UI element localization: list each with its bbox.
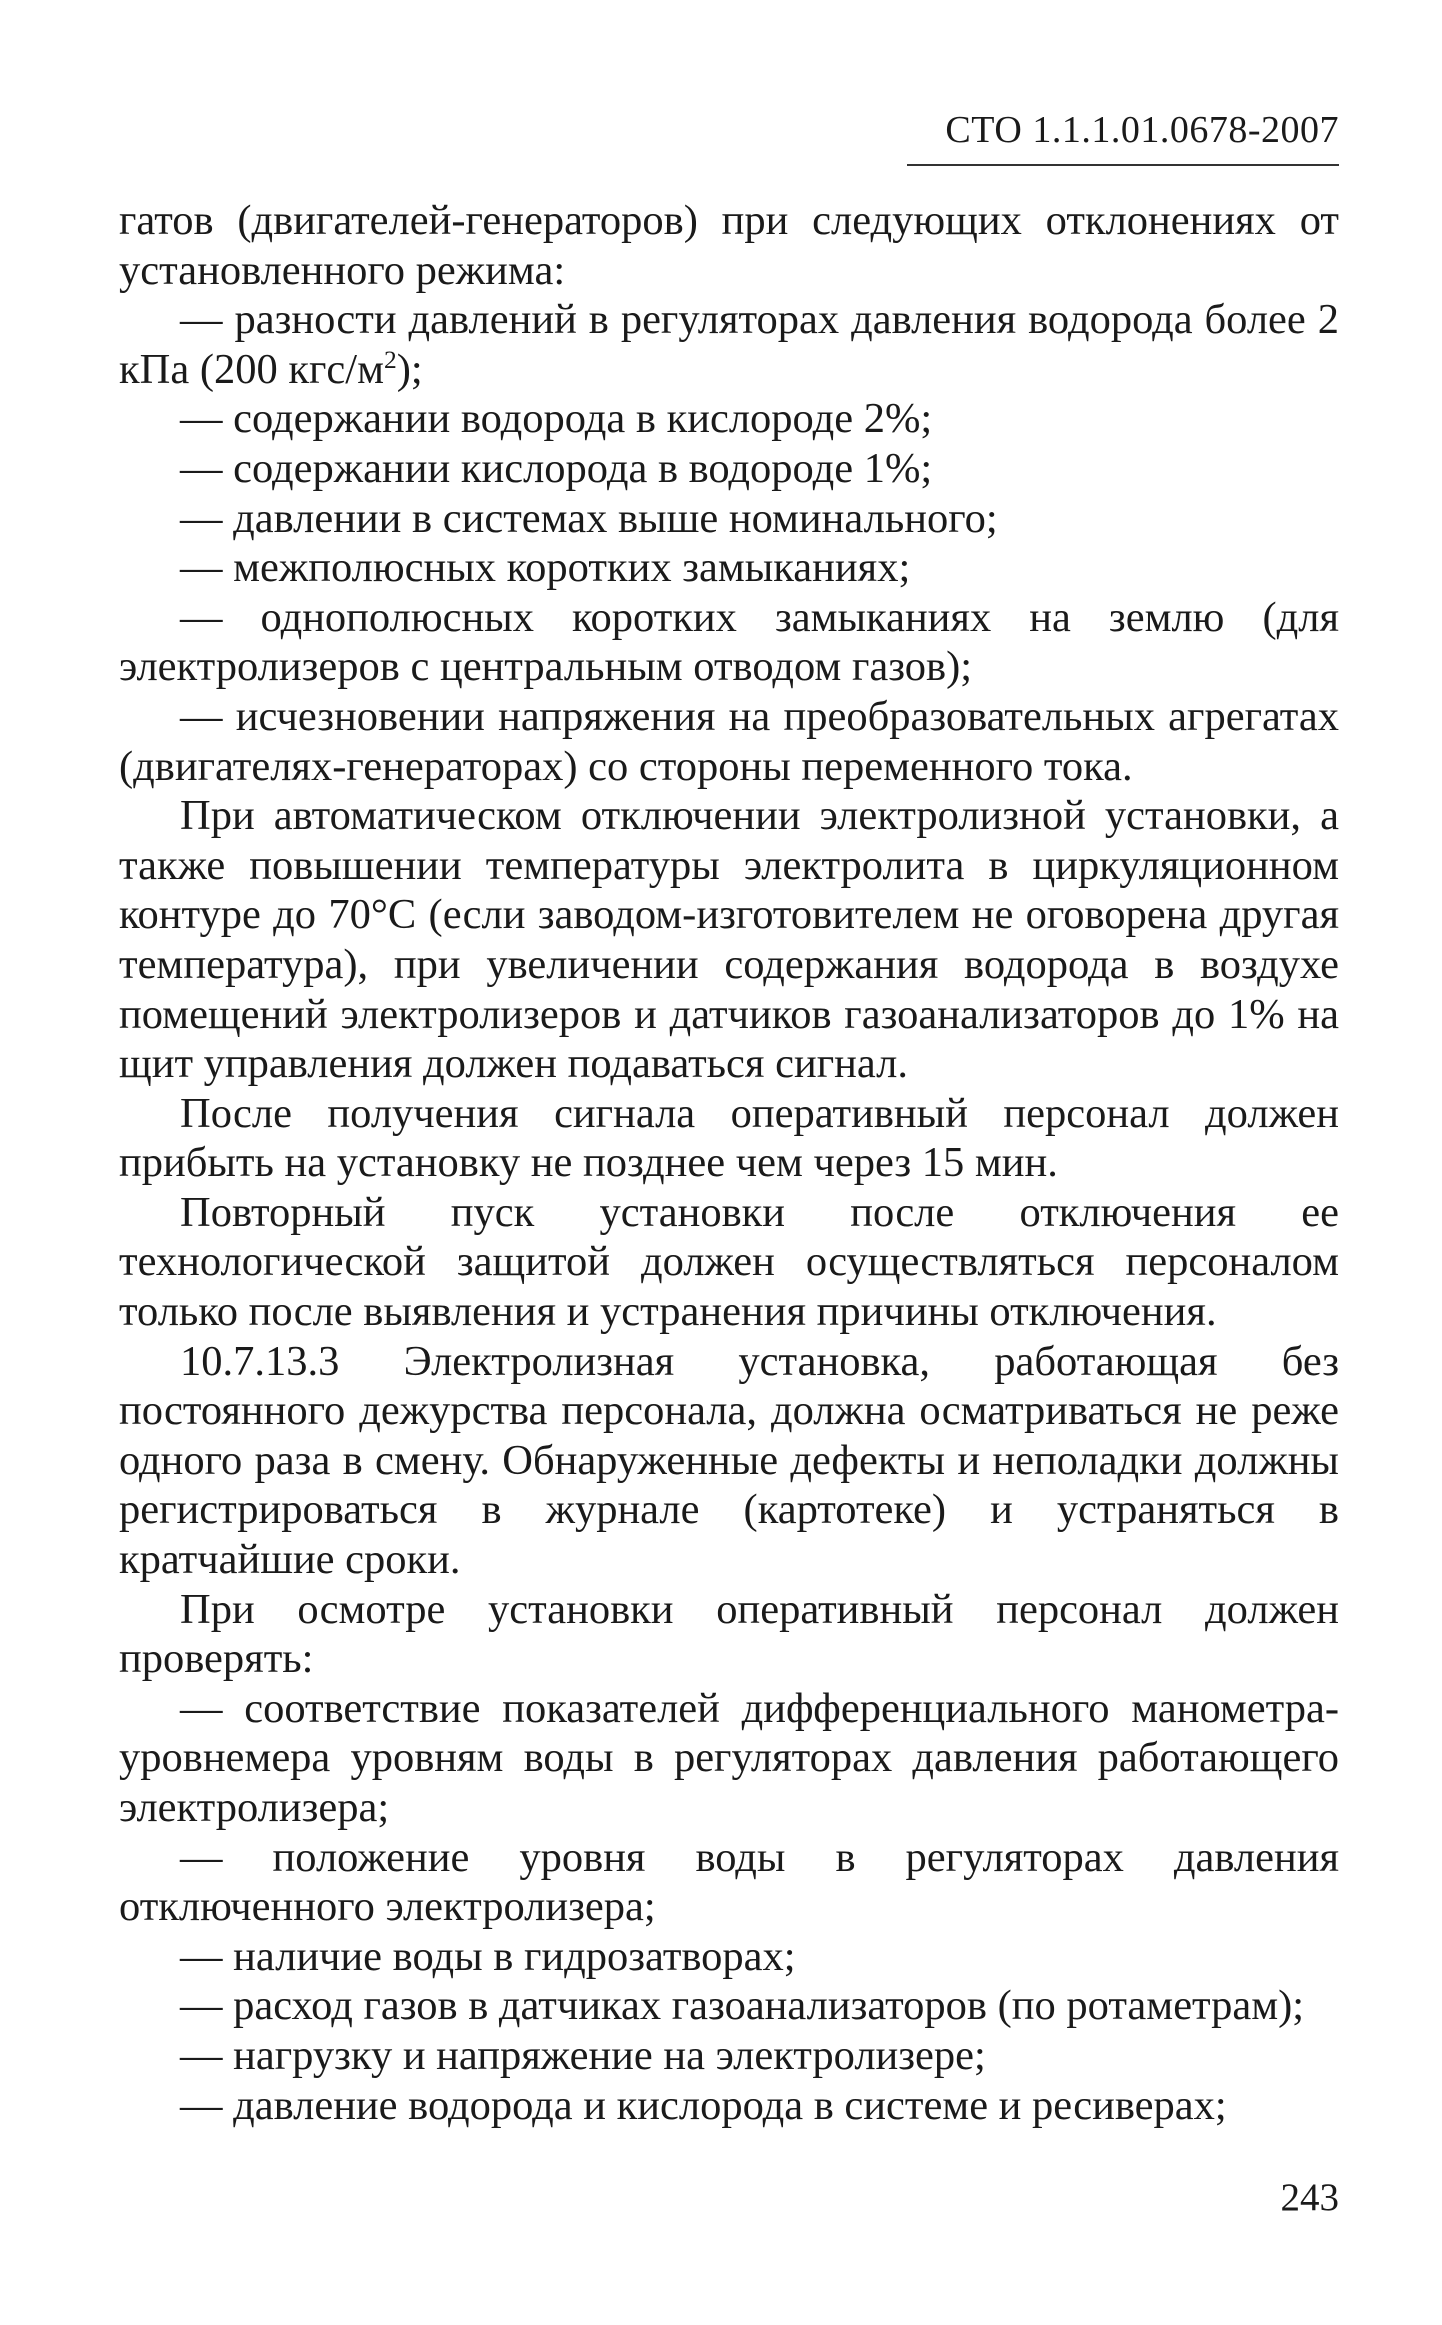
paragraph: гатов (двигателей-генераторов) при следующих отклонениях от установленного режима: bbox=[119, 197, 1339, 294]
list-item: — соответствие показателей дифференциального манометра-уровнемера уровням воды в регуляторах давления работающего электролизера; bbox=[119, 1684, 1339, 1831]
section-paragraph: 10.7.13.3 Электролизная установка, работающая без постоянного дежурства персонала, должна осматриваться не реже одного раза в смену. Обнаруженные дефекты и неполадки должны регистрироваться в журнале (картотеке) и устраняться в кратчайшие сроки. bbox=[119, 1337, 1339, 1584]
list-item: — разности давлений в регуляторах давления водорода более 2 кПа (200 кгс/$м^2$); bbox=[119, 296, 1339, 393]
list-item: — содержании кислорода в водороде 1%; bbox=[180, 444, 933, 492]
list-item: — исчезновении напряжения на преобразовательных агрегатах (двигателях-генераторах) со стороны переменного тока. bbox=[119, 692, 1339, 790]
document-code: СТО 1.1.1.01.0678-2007 bbox=[945, 109, 1339, 151]
superscript: 2 bbox=[384, 344, 397, 374]
list-item: — давление водорода и кислорода в системе и ресиверах; bbox=[180, 2081, 1227, 2129]
running-header bbox=[907, 108, 1339, 166]
paragraph: При осмотре установки оперативный персонал должен проверять: bbox=[119, 1585, 1339, 1683]
page-number: 243 bbox=[1280, 2176, 1339, 2219]
list-item: — однополюсных коротких замыканиях на землю (для электролизеров с центральным отводом газов); bbox=[119, 593, 1339, 691]
paragraph: При автоматическом отключении электролизной установки, а также повышении температуры электролита в циркуляционном контуре до 70°С (если заводом-изготовителем не оговорена другая температура), при увеличении содержания водорода в воздухе помещений электролизеров и датчиков газоанализаторов до 1% на щит управления должен подаваться сигнал. bbox=[119, 792, 1339, 1088]
paragraph: Повторный пуск установки после отключения ее технологической защитой должен осуществляться персоналом только после выявления и устранения причины отключения. bbox=[119, 1188, 1339, 1336]
list-item: — положение уровня воды в регуляторах давления отключенного электролизера; bbox=[119, 1833, 1339, 1931]
list-item: — межполюсных коротких замыканиях; bbox=[180, 544, 911, 592]
list-item: — давлении в системах выше номинального; bbox=[180, 494, 998, 542]
list-item: — наличие воды в гидрозатворах; bbox=[180, 1932, 796, 1980]
page-body bbox=[119, 196, 1339, 2130]
paragraph: После получения сигнала оперативный персонал должен прибыть на установку не позднее чем через 15 мин. bbox=[119, 1089, 1339, 1187]
list-item: — расход газов в датчиках газоанализаторов (по ротаметрам); bbox=[180, 1982, 1305, 2030]
list-item: — содержании водорода в кислороде 2%; bbox=[180, 395, 933, 443]
list-item: — нагрузку и напряжение на электролизере; bbox=[180, 2031, 986, 2079]
